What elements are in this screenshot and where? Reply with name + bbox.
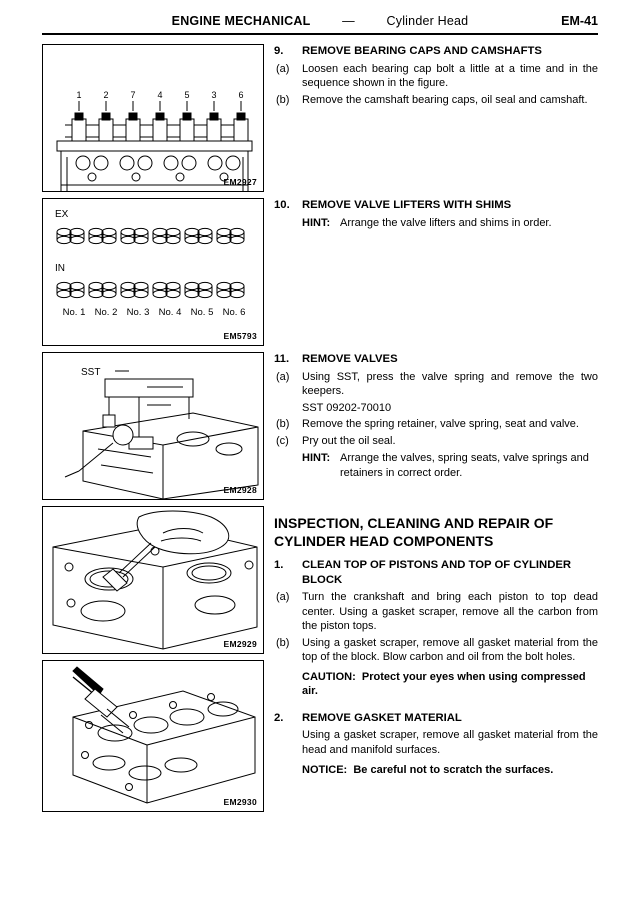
clean-step-2-number: 2. — [274, 711, 284, 724]
step-9-item-a-text: Loosen each bearing cap bolt a little at a time and in the sequence shown in the figure. — [302, 62, 598, 89]
step-10-number: 10. — [274, 199, 290, 211]
clean-step-1-item-b-label: (b) — [276, 636, 290, 649]
step-9 — [274, 44, 598, 107]
clean-step-1-item-a — [274, 590, 598, 634]
header-divider — [42, 33, 598, 35]
clean-step-1-title — [274, 558, 598, 587]
cap-number-7: 6 — [238, 90, 244, 100]
clean-step-1-item-b-text: Using a gasket scraper, remove all gasket material from the top of the block. Blow carbon and oil from the bolt holes. — [302, 636, 598, 663]
figure-clean-pistons — [42, 506, 264, 654]
section-heading: INSPECTION, CLEANING AND REPAIR OF CYLINDER HEAD COMPONENTS — [274, 515, 554, 549]
inspection-section — [274, 504, 598, 778]
step-11-item-a-text: Using SST, press the valve spring and remove the two keepers. — [302, 370, 598, 397]
label-in: IN — [55, 263, 65, 274]
step-9-item-b — [274, 93, 598, 108]
figure-bearing-caps-drawing — [43, 45, 263, 191]
step-11 — [274, 352, 598, 480]
step-11-item-b — [274, 417, 598, 432]
cylinder-label-2: No. 2 — [94, 307, 118, 318]
step-9-title-text: REMOVE BEARING CAPS AND CAMSHAFTS — [302, 45, 542, 57]
figure-sst-drawing — [43, 353, 263, 499]
figure-clean-pistons-drawing — [43, 507, 263, 653]
step-9-number: 9. — [274, 45, 284, 57]
label-ex: EX — [55, 209, 69, 220]
step-11-sst-number: SST 09202-70010 — [302, 401, 392, 414]
header-title-separator: — — [338, 14, 359, 28]
clean-step-1-number: 1. — [274, 559, 284, 571]
cylinder-label-3: No. 3 — [126, 307, 150, 318]
step-9-item-a-label: (a) — [276, 62, 290, 75]
figure-code: EM5793 — [223, 331, 257, 341]
step-11-title-text: REMOVE VALVES — [302, 353, 398, 365]
step-10-hint-key: HINT: — [302, 216, 331, 229]
step-10-title — [274, 198, 598, 213]
step-9-item-a — [274, 62, 598, 91]
step-11-title — [274, 352, 598, 367]
clean-step-1-caution-key: CAUTION: — [302, 670, 356, 683]
step-11-number: 11. — [274, 353, 290, 365]
clean-step-1-item-b — [274, 636, 598, 665]
step-11-hint — [274, 451, 598, 480]
cap-number-6: 3 — [211, 90, 217, 100]
figure-code: EM2927 — [223, 177, 257, 187]
header-title-main: ENGINE MECHANICAL — [171, 14, 311, 28]
clean-step-1-item-a-text: Turn the crankshaft and bring each piston to top dead center. Using a gasket scraper, remove all the carbon from the piston tops. — [302, 591, 598, 632]
clean-step-1-title-text: CLEAN TOP OF PISTONS AND TOP OF CYLINDER BLOCK — [302, 559, 572, 586]
figure-bearing-caps — [42, 44, 264, 192]
figure-sst-valve-spring — [42, 352, 264, 500]
clean-step-2-notice-text: Be careful not to scratch the surfaces. — [353, 764, 554, 776]
step-11-item-b-label: (b) — [276, 418, 290, 430]
step-11-hint-key: HINT: — [302, 452, 331, 464]
cap-number-3: 7 — [130, 90, 136, 100]
header-title-sub: Cylinder Head — [386, 14, 469, 28]
step-11-item-c — [274, 434, 598, 449]
figure-valve-lifters — [42, 198, 264, 346]
header-title — [42, 14, 598, 28]
cap-number-4: 4 — [157, 90, 163, 100]
clean-step-2-body: Using a gasket scraper, remove all gasket material from the head and manifold surfaces. — [302, 729, 598, 756]
clean-step-2-title — [274, 711, 598, 726]
figure-valve-lifters-drawing — [43, 199, 263, 345]
step-10-title-text: REMOVE VALVE LIFTERS WITH SHIMS — [302, 199, 512, 211]
figure-code: EM2930 — [223, 797, 257, 807]
step-10-hint — [274, 216, 598, 231]
sst-label: SST — [81, 367, 101, 378]
cap-number-5: 5 — [184, 90, 190, 100]
clean-step-1-caution — [274, 670, 598, 699]
cylinder-label-4: No. 4 — [158, 307, 182, 318]
cap-number-2: 2 — [103, 90, 109, 100]
step-11-item-c-label: (c) — [276, 434, 289, 447]
clean-step-1-caution-text: Protect your eyes when using compressed air. — [302, 670, 586, 697]
cap-number-1: 1 — [76, 90, 82, 100]
clean-step-2-notice — [274, 763, 598, 778]
step-11-item-a — [274, 370, 598, 399]
cylinder-label-1: No. 1 — [62, 307, 86, 318]
figure-remove-gasket — [42, 660, 264, 812]
clean-step-1-item-a-label: (a) — [276, 591, 290, 603]
page-number: EM-41 — [561, 14, 598, 28]
step-10-hint-text: Arrange the valve lifters and shims in order. — [340, 216, 552, 229]
step-11-hint-text: Arrange the valves, spring seats, valve springs and retainers in correct order. — [340, 452, 589, 479]
step-11-item-a-label: (a) — [276, 370, 290, 383]
figure-code: EM2928 — [223, 485, 257, 495]
cylinder-label-5: No. 5 — [190, 307, 214, 318]
step-9-item-b-text: Remove the camshaft bearing caps, oil seal and camshaft. — [302, 93, 588, 106]
step-9-title — [274, 44, 598, 59]
clean-step-2-notice-key: NOTICE: — [302, 764, 348, 776]
figure-code: EM2929 — [223, 639, 257, 649]
cylinder-label-6: No. 6 — [222, 307, 246, 318]
clean-step-2-title-text: REMOVE GASKET MATERIAL — [302, 711, 462, 724]
step-11-item-c-text: Pry out the oil seal. — [302, 434, 396, 447]
step-11-item-b-text: Remove the spring retainer, valve spring, seat and valve. — [302, 418, 579, 430]
step-9-item-b-label: (b) — [276, 93, 290, 106]
figure-remove-gasket-drawing — [43, 661, 263, 811]
step-10 — [274, 198, 598, 230]
